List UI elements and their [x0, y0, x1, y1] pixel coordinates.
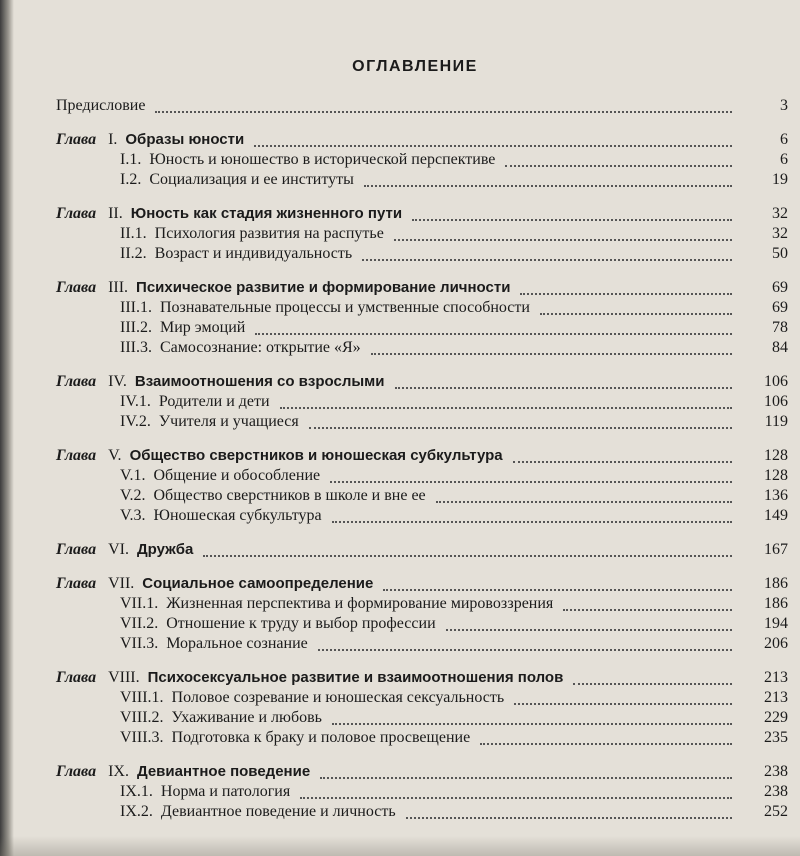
section-title: Учителя и учащиеся	[158, 413, 299, 430]
section-number: V.3.	[120, 507, 146, 524]
toc-page-number: 6	[780, 131, 788, 148]
toc-page-number: 32	[772, 225, 788, 242]
toc-page-number: 78	[772, 319, 788, 336]
chapter-number: VII.	[108, 575, 135, 592]
chapter-number: IX.	[108, 763, 129, 780]
chapter-number: VI.	[108, 541, 129, 558]
section-number: IX.2.	[120, 803, 153, 820]
chapter-number: II.	[108, 205, 123, 222]
toc-page-number: 238	[764, 783, 788, 800]
dot-leader	[318, 629, 732, 651]
chapter-number: I.	[108, 131, 118, 148]
dot-leader	[394, 219, 732, 241]
toc-page-number: 6	[780, 151, 788, 168]
section-title: Юношеская субкультура	[153, 507, 322, 524]
section-title: Социализация и ее институты	[149, 171, 354, 188]
section-number: III.3.	[120, 339, 152, 356]
chapter-title: Девиантное поведение	[136, 763, 311, 780]
section-number: I.2.	[120, 171, 142, 188]
section-title: Мир эмоций	[159, 319, 246, 336]
toc-section-row	[56, 634, 788, 654]
chapter-title: Психическое развитие и формирование личности	[136, 279, 511, 296]
toc-page-number: 186	[764, 595, 788, 612]
dot-leader	[395, 367, 732, 389]
chapter-number: V.	[108, 447, 122, 464]
dot-leader	[364, 165, 732, 187]
section-title: Отношение к труду и выбор профессии	[166, 615, 436, 632]
toc-section-label	[56, 412, 299, 432]
toc-page-number: 128	[764, 447, 788, 464]
toc-section-row	[56, 802, 788, 822]
dot-leader	[436, 481, 732, 503]
section-number: VII.3.	[120, 635, 159, 652]
chapter-word: Глава	[56, 279, 97, 296]
dot-leader	[362, 239, 732, 261]
section-title: Ухаживание и любовь	[171, 709, 322, 726]
chapter-title: Общество сверстников и юношеская субкультура	[129, 447, 503, 464]
section-title: Подготовка к браку и половое просвещение	[171, 729, 471, 746]
dot-leader	[330, 461, 732, 483]
toc-page-number: 149	[764, 507, 788, 524]
section-number: IX.1.	[120, 783, 153, 800]
chapter-title: Дружба	[136, 541, 194, 558]
section-number: I.1.	[120, 151, 142, 168]
page-bottom-edge	[0, 836, 800, 856]
section-number: VIII.2.	[120, 709, 164, 726]
toc-page-number: 206	[764, 635, 788, 652]
chapter-word: Глава	[56, 541, 97, 558]
chapter-number: VIII.	[108, 669, 140, 686]
dot-leader	[540, 293, 732, 315]
toc-page-number: 128	[764, 467, 788, 484]
dot-leader	[371, 333, 732, 355]
section-title: Жизненная перспектива и формирование мировоззрения	[166, 595, 554, 612]
section-number: VII.1.	[120, 595, 159, 612]
section-title: Познавательные процессы и умственные способности	[159, 299, 530, 316]
section-number: IV.2.	[120, 413, 151, 430]
toc-page-number: 106	[764, 373, 788, 390]
dot-leader	[406, 797, 732, 819]
dot-leader	[155, 91, 732, 113]
toc-page-number: 136	[764, 487, 788, 504]
toc-page-number: 69	[772, 279, 788, 296]
toc-chapter-label	[56, 204, 402, 224]
toc-page-number: 235	[764, 729, 788, 746]
toc-title: ОГЛАВЛЕНИЕ	[352, 58, 478, 75]
section-title: Юность и юношество в исторической перспективе	[149, 151, 496, 168]
dot-leader	[505, 145, 732, 167]
chapter-title: Психосексуальное развитие и взаимоотношения полов	[147, 669, 564, 686]
chapter-title: Юность как стадия жизненного пути	[130, 205, 403, 222]
toc-chapter-label	[56, 278, 510, 298]
toc-page-number: 186	[764, 575, 788, 592]
dot-leader	[280, 387, 732, 409]
section-number: III.1.	[120, 299, 152, 316]
toc-chapter-label	[56, 130, 244, 150]
toc-section-label	[56, 392, 270, 412]
dot-leader	[563, 589, 732, 611]
toc-section-label	[56, 782, 290, 802]
section-number: VIII.3.	[120, 729, 164, 746]
toc-page-number: 106	[764, 393, 788, 410]
toc-preface-row	[56, 96, 788, 116]
toc-section-row	[56, 506, 788, 526]
section-number: VII.2.	[120, 615, 159, 632]
dot-leader	[520, 273, 732, 295]
toc-section-label	[56, 318, 245, 338]
chapter-word: Глава	[56, 763, 97, 780]
toc-section-row	[56, 412, 788, 432]
toc-chapter-label	[56, 762, 310, 782]
toc-section-label	[56, 466, 320, 486]
toc-section-row	[56, 728, 788, 748]
section-number: IV.1.	[120, 393, 151, 410]
section-number: VIII.1.	[120, 689, 164, 706]
chapter-title: Образы юности	[125, 131, 245, 148]
toc-section-label	[56, 506, 322, 526]
chapter-word: Глава	[56, 447, 97, 464]
toc-page-number: 69	[772, 299, 788, 316]
section-title: Психология развития на распутье	[154, 225, 384, 242]
toc-page-number: 229	[764, 709, 788, 726]
section-title: Норма и патология	[160, 783, 291, 800]
dot-leader	[255, 313, 732, 335]
toc-chapter-label	[56, 668, 563, 688]
chapter-number: III.	[108, 279, 129, 296]
toc-page-number: 194	[764, 615, 788, 632]
toc-chapter-row	[56, 540, 788, 560]
toc-section-label	[56, 244, 352, 264]
dot-leader	[203, 535, 732, 557]
toc-section-label	[56, 224, 384, 244]
dot-leader	[573, 663, 732, 685]
section-title: Родители и дети	[158, 393, 270, 410]
section-number: II.2.	[120, 245, 147, 262]
dot-leader	[412, 199, 732, 221]
dot-leader	[513, 441, 732, 463]
section-number: III.2.	[120, 319, 152, 336]
chapter-word: Глава	[56, 575, 97, 592]
toc-page-number: 119	[764, 413, 788, 430]
toc-page-number: 213	[764, 689, 788, 706]
toc-section-label	[56, 170, 354, 190]
chapter-title: Социальное самоопределение	[142, 575, 374, 592]
toc-preface-label: Предисловие	[56, 97, 146, 114]
chapter-word: Глава	[56, 131, 97, 148]
chapter-title: Взаимоотношения со взрослыми	[134, 373, 385, 390]
toc-section-label	[56, 708, 322, 728]
section-title: Половое созревание и юношеская сексуальность	[171, 689, 505, 706]
dot-leader	[332, 501, 732, 523]
toc-section-label	[56, 338, 361, 358]
section-title: Девиантное поведение и личность	[160, 803, 396, 820]
toc-section-label	[56, 728, 470, 748]
toc-page-number: 213	[764, 669, 788, 686]
toc-page-number: 19	[772, 171, 788, 188]
section-title: Моральное сознание	[166, 635, 308, 652]
dot-leader	[480, 723, 732, 745]
chapter-word: Глава	[56, 205, 97, 222]
section-title: Общение и обособление	[153, 467, 321, 484]
dot-leader	[446, 609, 732, 631]
toc-section-row	[56, 244, 788, 264]
section-number: V.2.	[120, 487, 146, 504]
section-title: Возраст и индивидуальность	[154, 245, 353, 262]
dot-leader	[254, 125, 732, 147]
dot-leader	[332, 703, 732, 725]
toc-page-number: 252	[764, 803, 788, 820]
toc-chapter-label	[56, 574, 373, 594]
section-number: II.1.	[120, 225, 147, 242]
dot-leader	[383, 569, 732, 591]
section-number: V.1.	[120, 467, 146, 484]
dot-leader	[300, 777, 732, 799]
toc-section-row	[56, 170, 788, 190]
toc-page-number: 50	[772, 245, 788, 262]
toc-chapter-label	[56, 540, 193, 560]
dot-leader	[320, 757, 732, 779]
toc-section-label	[56, 634, 308, 654]
toc-section-row	[56, 338, 788, 358]
chapter-word: Глава	[56, 373, 97, 390]
toc-page-number: 167	[764, 541, 788, 558]
dot-leader	[514, 683, 732, 705]
section-title: Самосознание: открытие «Я»	[159, 339, 361, 356]
toc-section-label	[56, 802, 396, 822]
toc-page-number: 238	[764, 763, 788, 780]
chapter-word: Глава	[56, 669, 97, 686]
toc-page-number: 84	[772, 339, 788, 356]
page-binding-shadow	[0, 0, 14, 856]
dot-leader	[309, 407, 732, 429]
table-of-contents	[56, 96, 788, 822]
chapter-number: IV.	[108, 373, 127, 390]
toc-page-number: 32	[772, 205, 788, 222]
toc-page-number: 3	[780, 97, 788, 114]
section-title: Общество сверстников в школе и вне ее	[153, 487, 426, 504]
